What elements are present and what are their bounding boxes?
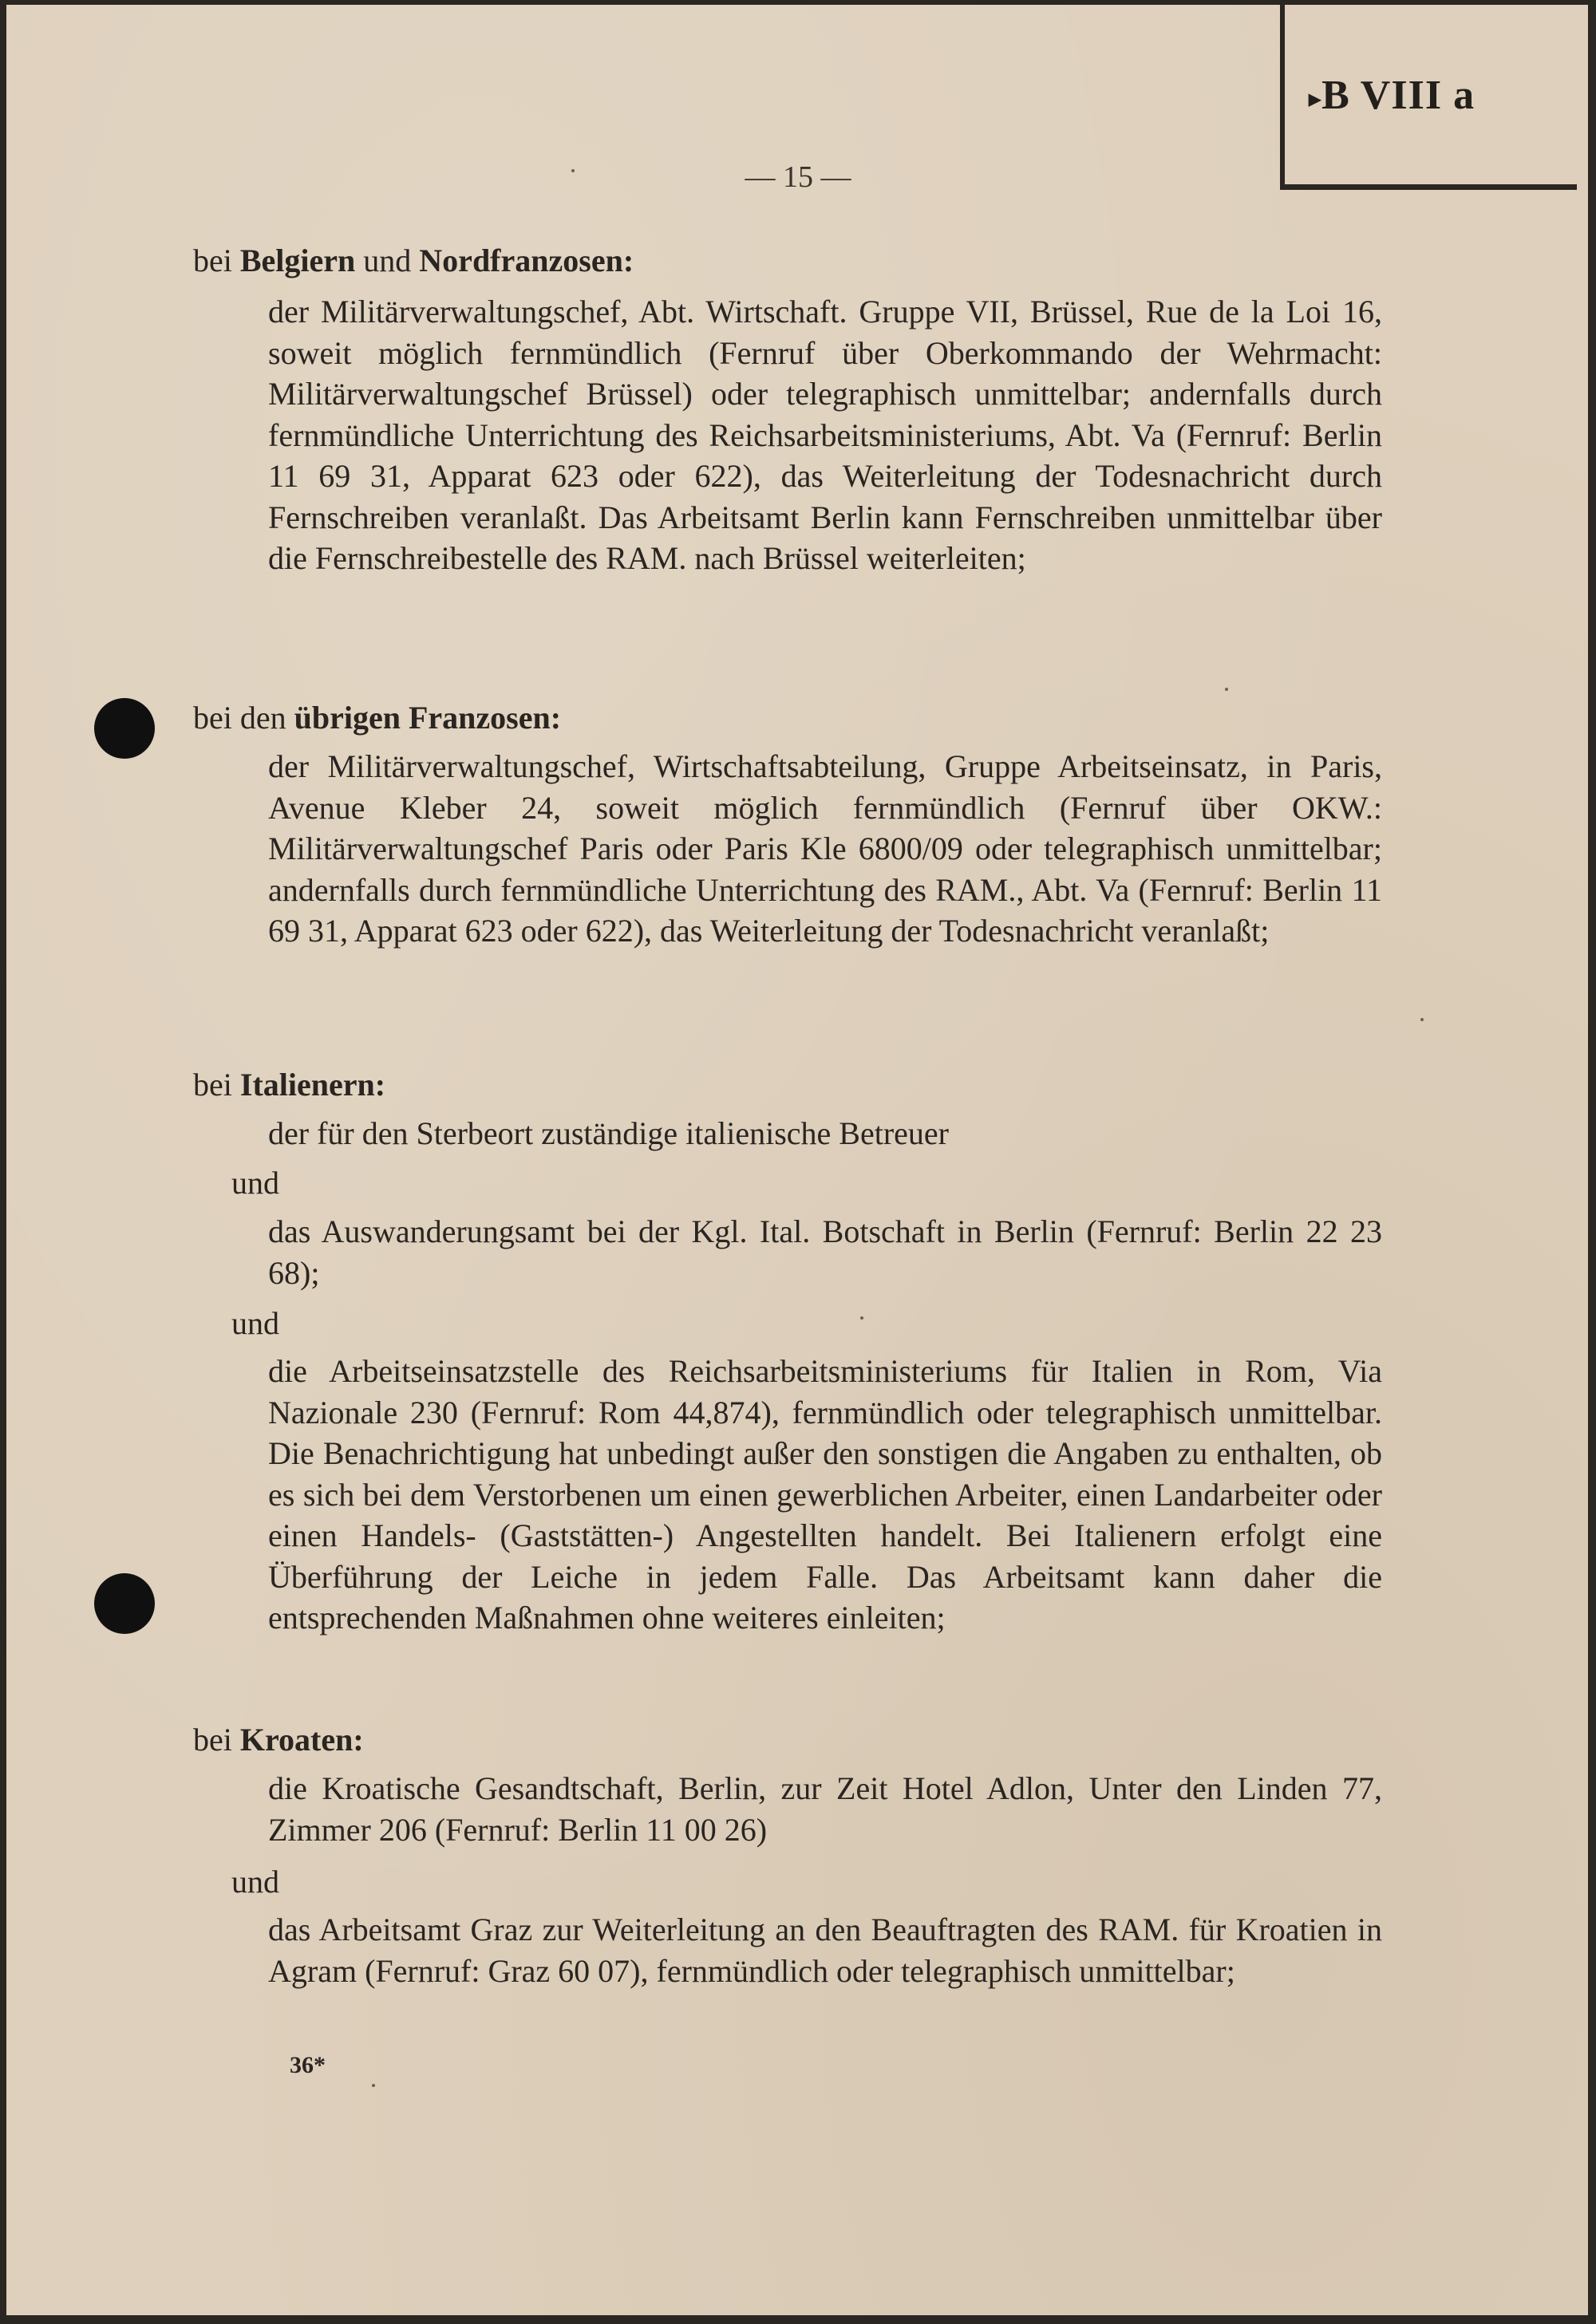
heading-bold: Italienern: [239, 1067, 386, 1103]
heading-bold: Nordfranzosen: [419, 243, 634, 278]
und-connector: und [231, 1864, 279, 1900]
signature-mark: 36* [290, 2052, 326, 2078]
und-connector: und [231, 1305, 279, 1341]
paragraph-belgians: der Militärverwaltungschef, Abt. Wirtschaft. Gruppe VII, Brüssel, Rue de la Loi 16, soweit möglich fernmündlich (Fernruf über Oberkommando der Wehrmacht: Militärverwaltungschef Brüssel) oder telegraphisch unmittelbar; andernfalls durch fernmündliche Unterrichtung des Reichsarbeitsministeriums, Abt. Va (Fernruf: Berlin 11 69 31, Apparat 623 oder 622), das Weiterleitung der Todesnachricht durch Fernschreiben veranlaßt. Das Arbeitsamt Berlin kann Fernschreiben unmittelbar über die Fernschreibestelle des RAM. nach Brüssel weiterleiten; [268, 294, 1382, 576]
paper-speck [860, 1316, 863, 1320]
heading-mid: und [355, 243, 420, 278]
paragraph-croats-1: die Kroatische Gesandtschaft, Berlin, zur Zeit Hotel Adlon, Unter den Linden 77, Zimmer 206 (Fernruf: Berlin 11 00 26) [268, 1770, 1382, 1848]
heading-bold: Kroaten: [239, 1722, 364, 1758]
paper-speck [571, 169, 575, 172]
paragraph-italians-2: das Auswanderungsamt bei der Kgl. Ital. Botschaft in Berlin (Fernruf: Berlin 22 23 68); [268, 1213, 1382, 1291]
heading-prefix: bei den [193, 700, 294, 736]
paper-speck [372, 2084, 375, 2087]
heading-belgians [193, 240, 634, 282]
heading-prefix: bei [193, 1722, 240, 1758]
heading-italians [193, 1064, 385, 1106]
heading-croats [193, 1719, 364, 1761]
tab-label-text: B VIII a [1321, 73, 1476, 118]
page-number: — 15 — [745, 160, 851, 194]
heading-prefix: bei [193, 1067, 240, 1103]
heading-bold: übrigen Franzosen: [294, 700, 562, 736]
punch-hole [94, 1573, 155, 1634]
paper-speck [1420, 1018, 1424, 1021]
heading-prefix: bei [193, 243, 240, 278]
section-tab-label [1309, 72, 1475, 119]
paragraph-croats-2: das Arbeitsamt Graz zur Weiterleitung an den Beauftragten des RAM. für Kroatien in Agram (Fernruf: Graz 60 07), fernmündlich oder telegraphisch unmittelbar; [268, 1912, 1382, 1989]
heading-bold: Belgiern [239, 243, 356, 278]
tab-marker-icon: ▸ [1309, 85, 1322, 112]
paragraph-italians-1: der für den Sterbeort zuständige italienische Betreuer [268, 1115, 949, 1151]
und-connector: und [231, 1165, 279, 1201]
paragraph-italians-3: die Arbeitseinsatzstelle des Reichsarbeitsministeriums für Italien in Rom, Via Nazionale 230 (Fernruf: Rom 44,874), fernmündlich oder telegraphisch unmittelbar. Die Benachrichtigung hat unbedingt außer den sonstigen die Angaben zu enthalten, ob es sich bei dem Verstorbenen um einen gewerblichen Arbeiter, einen Landarbeiter oder einen Handels- (Gaststätten-) Angestellten handelt. Bei Italienern erfolgt eine Überführung der Leiche in jedem Falle. Das Arbeitsamt kann daher die entsprechenden Maßnahmen ohne weiteres einleiten; [268, 1353, 1382, 1635]
punch-hole [94, 698, 155, 759]
heading-french [193, 697, 561, 739]
paragraph-french: der Militärverwaltungschef, Wirtschaftsabteilung, Gruppe Arbeitseinsatz, in Paris, Avenue Kleber 24, soweit möglich fernmündlich (Fernruf über OKW.: Militärverwaltungschef Paris oder Paris Kle 6800/09 oder telegraphisch unmittelbar; andernfalls durch fernmündliche Unterrichtung des RAM., Abt. Va (Fernruf: Berlin 11 69 31, Apparat 623 oder 622), das Weiterleitung der Todesnachricht veranlaßt; [268, 748, 1382, 949]
paper-speck [1225, 688, 1228, 691]
